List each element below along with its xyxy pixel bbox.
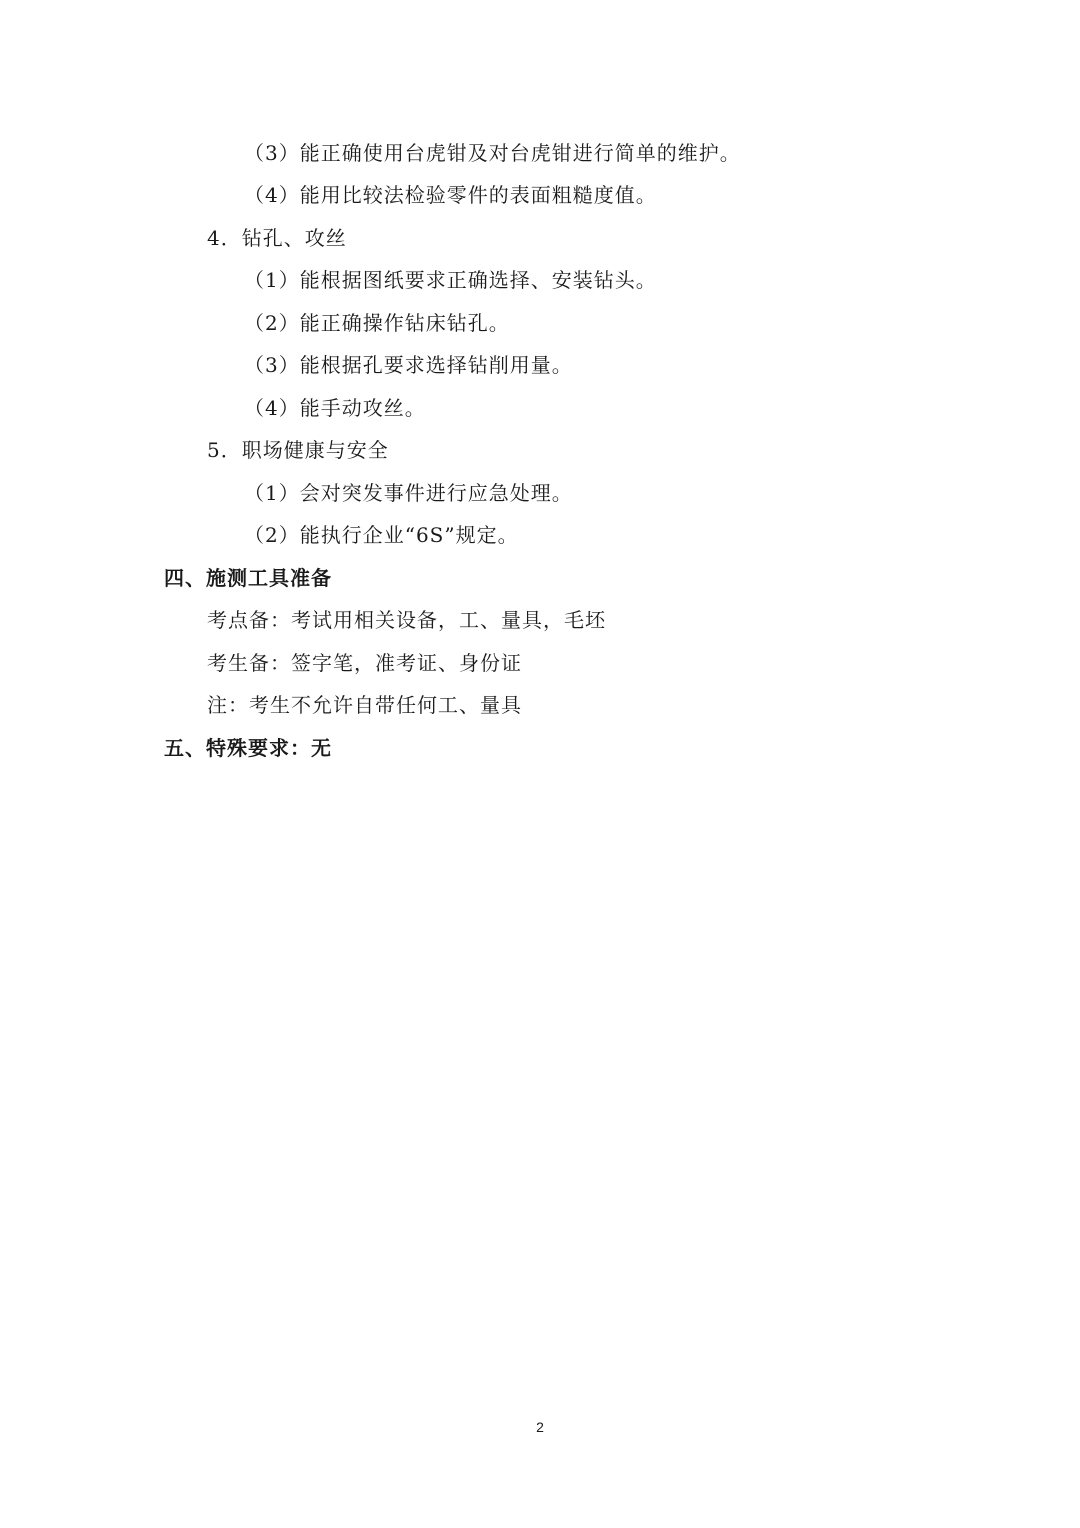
section-heading: 五、特殊要求：无 (164, 736, 332, 760)
text-line: （2）能执行企业“6S”规定。 (244, 523, 519, 547)
text-line: （1）会对突发事件进行应急处理。 (244, 481, 573, 505)
text-line: （3）能根据孔要求选择钻削用量。 (244, 353, 573, 377)
text-line: （1）能根据图纸要求正确选择、安装钻头。 (244, 268, 657, 292)
text-line: （4）能用比较法检验零件的表面粗糙度值。 (244, 183, 657, 207)
text-line: 考点备：考试用相关设备，工、量具，毛坯 (207, 608, 606, 632)
section-subheading: 5．职场健康与安全 (207, 438, 389, 462)
text-line: 考生备：签字笔，准考证、身份证 (207, 651, 522, 675)
text-line: 注：考生不允许自带任何工、量具 (207, 693, 522, 717)
text-line: （4）能手动攻丝。 (244, 396, 426, 420)
text-line: （3）能正确使用台虎钳及对台虎钳进行简单的维护。 (244, 141, 741, 165)
section-heading: 四、施测工具准备 (164, 566, 332, 590)
text-line: （2）能正确操作钻床钻孔。 (244, 311, 510, 335)
section-subheading: 4．钻孔、攻丝 (207, 226, 347, 250)
page-number: 2 (536, 1419, 544, 1435)
